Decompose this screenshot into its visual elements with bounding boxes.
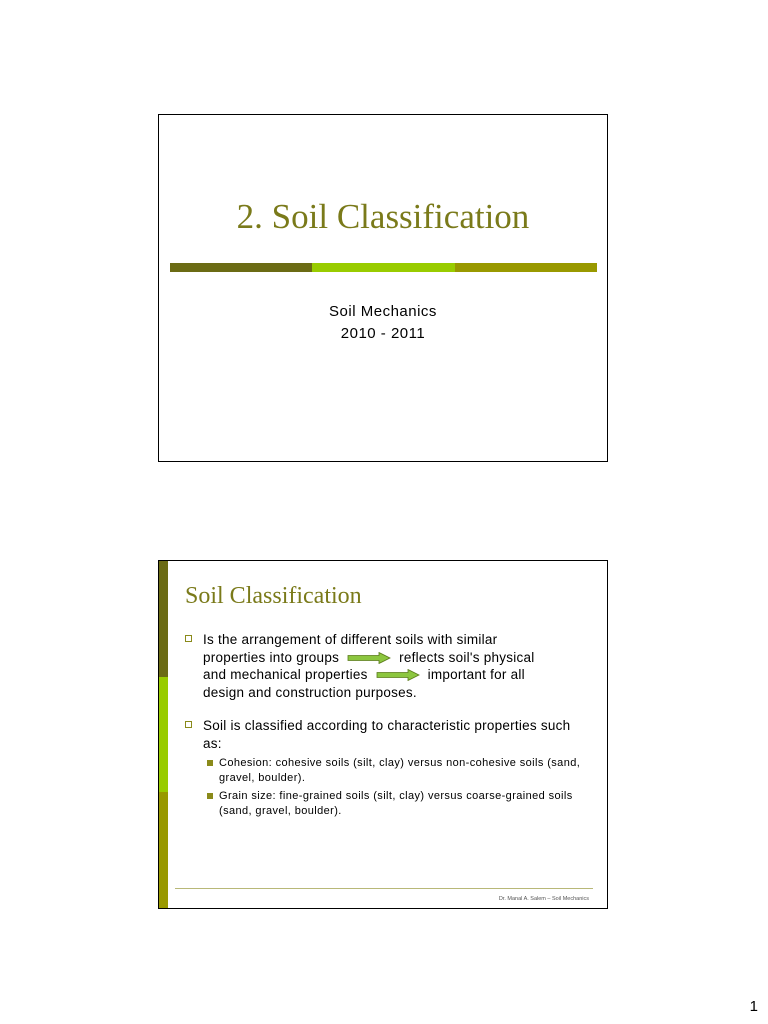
footer-divider — [175, 888, 593, 889]
right-arrow-icon — [376, 669, 420, 681]
title-divider-bar — [170, 263, 597, 272]
divider-segment-olive — [455, 263, 597, 272]
sidebar-segment-dark — [159, 561, 168, 677]
sub-bullet-cohesion: Cohesion: cohesive soils (silt, clay) versus non-cohesive soils (sand, gravel, boulder). — [203, 756, 593, 785]
slide-footer: Dr. Manal A. Salem – Soil Mechanics — [498, 896, 589, 902]
content-slide — [158, 560, 608, 909]
hollow-square-bullet-icon — [185, 635, 192, 642]
subtitle-year: 2010 - 2011 — [340, 325, 426, 342]
page-number: 1 — [749, 998, 758, 1015]
filled-square-bullet-icon — [207, 760, 213, 766]
right-arrow-icon — [347, 652, 391, 664]
slide-title: Soil Classification — [185, 583, 362, 609]
sidebar-segment-olive — [159, 792, 168, 908]
slide-sidebar-accent — [159, 561, 168, 908]
divider-segment-dark — [170, 263, 312, 272]
filled-square-bullet-icon — [207, 793, 213, 799]
slide-content — [185, 631, 593, 818]
title-slide — [158, 114, 608, 462]
sidebar-segment-light — [159, 677, 168, 793]
sub-bullet-grain-size: Grain size: fine-grained soils (silt, clay) versus coarse-grained soils (sand, gravel, boulder). — [203, 789, 593, 818]
subtitle-course: Soil Mechanics — [329, 303, 437, 320]
slide-title: 2. Soil Classification — [236, 197, 530, 236]
divider-segment-light — [312, 263, 454, 272]
slide-subtitle — [159, 301, 607, 345]
bullet-definition: Is the arrangement of different soils with similar properties into groups reflects soil's physical and mechanical properties important for all design and construction purposes. — [185, 631, 593, 701]
hollow-square-bullet-icon — [185, 721, 192, 728]
bullet-classification: Soil is classified according to characteristic properties such as: Cohesion: cohesive soils (silt, clay) versus non-cohesive soils (sand, gravel, boulder). Grain size: fine-grained soils (silt, clay) versus coarse-grained soils (sand, gravel, boulder). — [185, 717, 593, 818]
